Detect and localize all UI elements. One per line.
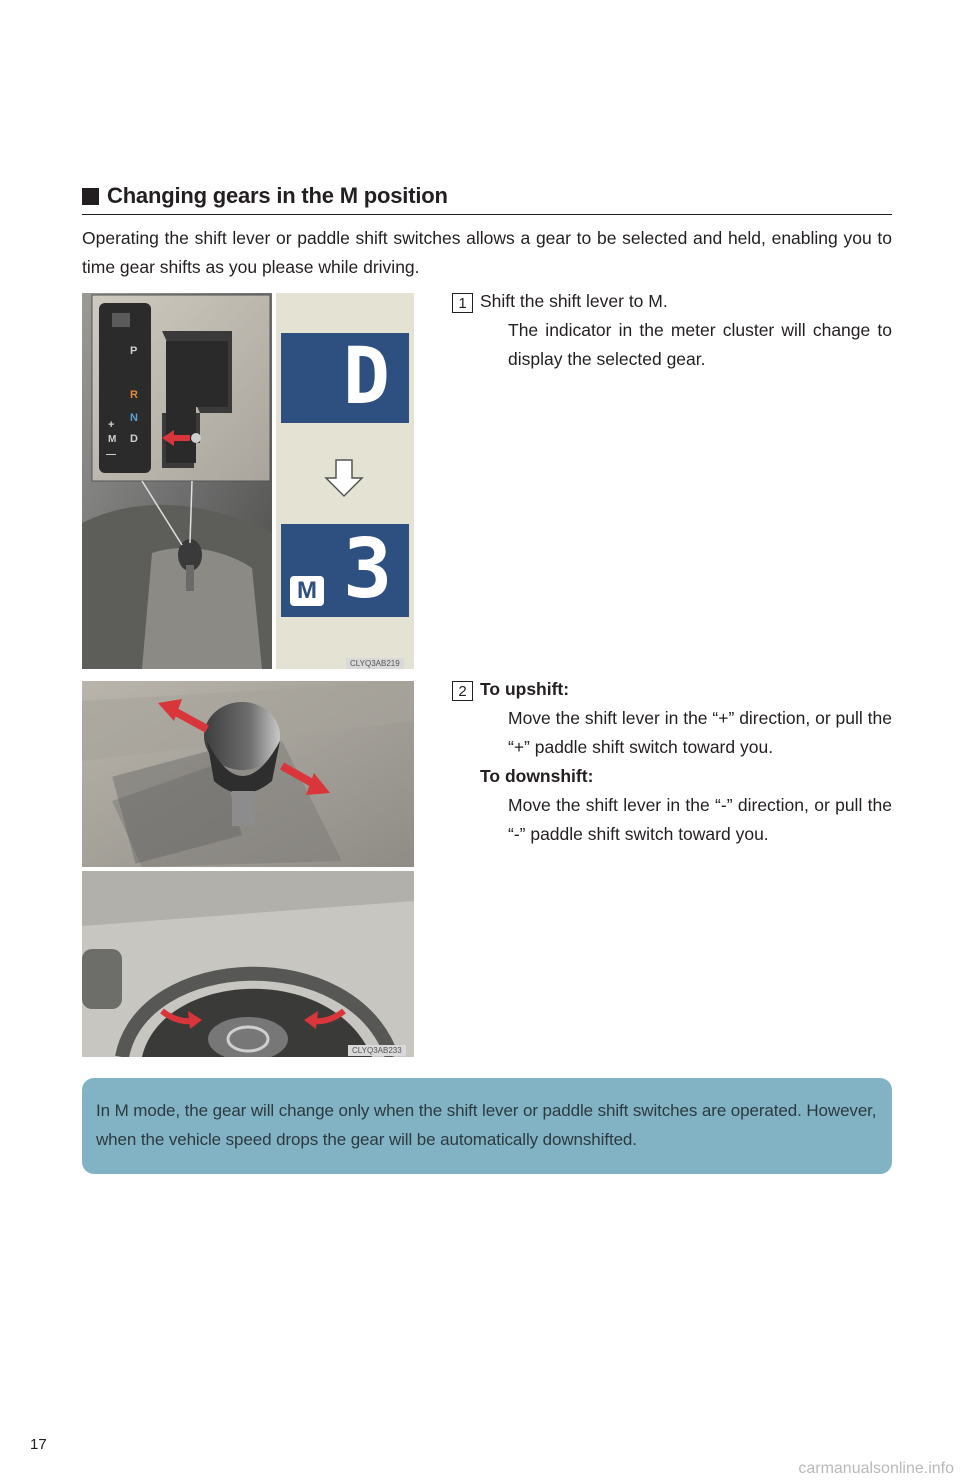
display-after-gear: 3 — [343, 522, 393, 617]
shift-lever-photo — [82, 681, 414, 867]
arrow-down-icon — [324, 458, 364, 498]
gate-label-m: M — [108, 434, 117, 445]
watermark: carmanualsonline.info — [798, 1460, 954, 1477]
intro-paragraph: Operating the shift lever or paddle shift switches allows a gear to be selected and held, enabling you to time gear shifts as you please while driving. — [82, 228, 892, 277]
display-before — [281, 333, 409, 423]
meter-display-panel — [276, 293, 414, 669]
step-1-detail: The indicator in the meter cluster will change to display the selected gear. — [508, 320, 892, 369]
shift-gate-photo — [82, 293, 272, 669]
step-1-number: 1 — [452, 293, 473, 313]
paddle-switch-photo — [82, 871, 414, 1057]
gate-label-minus: — — [106, 449, 116, 460]
step-1-line: Shift the shift lever to M. — [480, 291, 668, 311]
paddle-switch-illustration — [82, 871, 414, 1057]
gate-label-r: R — [130, 389, 138, 401]
downshift-text: Move the shift lever in the “-” direction, or pull the “-” paddle shift switch toward you. — [508, 795, 892, 844]
gate-label-p: P — [130, 345, 138, 357]
downshift-label: To downshift: — [480, 766, 594, 786]
section-title — [82, 178, 892, 215]
display-before-gear: D — [343, 332, 390, 422]
upshift-text: Move the shift lever in the “+” direction, or pull the “+” paddle shift switch toward you. — [508, 708, 892, 757]
section-title-text: Changing gears in the M position — [107, 183, 448, 208]
gate-label-d: D — [130, 433, 138, 445]
bullet-square-icon — [82, 188, 99, 205]
figure2-code: CLYQ3AB233 — [348, 1045, 406, 1056]
note-text: In M mode, the gear will change only when the shift lever or paddle shift switches are operated. However, when the vehicle speed drops the gear will be automatically downshifted. — [96, 1101, 877, 1149]
step-2-number: 2 — [452, 681, 473, 701]
shift-lever-illustration — [82, 681, 414, 867]
figure1-code: CLYQ3AB219 — [346, 658, 404, 669]
gate-label-plus: + — [108, 419, 115, 431]
page-number: 17 — [30, 1436, 47, 1453]
upshift-label: To upshift: — [480, 679, 570, 699]
display-after — [281, 524, 409, 617]
display-mode-badge: M — [290, 576, 324, 606]
gate-label-n: N — [130, 412, 138, 424]
shift-gate-illustration — [82, 293, 272, 669]
